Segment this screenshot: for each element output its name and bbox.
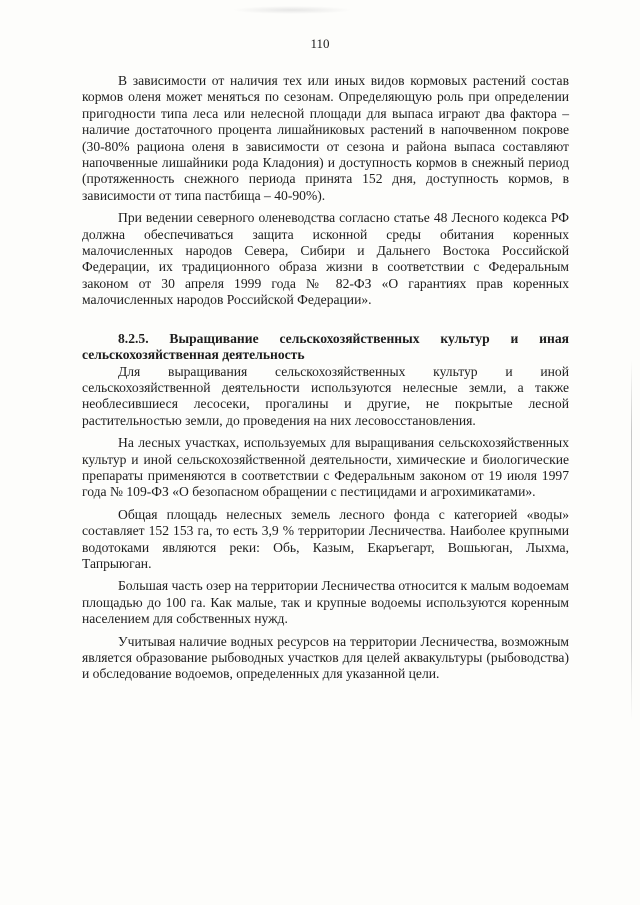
section-heading: 8.2.5. Выращивание сельскохозяйственных культур и иная сельскохозяйственная деятельность [82,330,569,363]
body-text [82,73,569,689]
paragraph: Для выращивания сельскохозяйственных культур и иной сельскохозяйственной деятельности используются нелесные земли, а также необлесившиеся лесосеки, прогалины и другие, не покрытые лесной растительностью земли, до проведения на них лесовосстановления. [82,363,569,428]
scan-edge-line [631,360,632,720]
paragraph: На лесных участках, используемых для выращивания сельскохозяйственных культур и иной сельскохозяйственной деятельности, химические и биологические препараты применяются в соответствии с Федеральным законом от 19 июля 1997 года № 109-ФЗ «О безопасном обращении с пестицидами и агрохимикатами». [82,435,569,500]
page-number: 110 [310,36,330,51]
paragraph: Общая площадь нелесных земель лесного фонда с категорией «воды» составляет 152 153 га, то есть 3,9 % территории Лесничества. Наиболее крупными водотоками являются реки: Обь, Казым, Екаръегарт, Вошьюган, Лыхма, Тапрыюган. [82,506,569,571]
paragraph: Учитывая наличие водных ресурсов на территории Лесничества, возможным является образование рыбоводных участков для целей аквакультуры (рыбоводства) и обследование водоемов, определенных для указанной цели. [82,633,569,682]
paragraph: В зависимости от наличия тех или иных видов кормовых растений состав кормов оленя может меняться по сезонам. Определяющую роль при определении пригодности типа леса или нелесной площади для выпаса играют два фактора – наличие достаточного процента лишайниковых растений в напочвенном покрове (30-80% рациона оленя в зависимости от сезона и района выпаса составляют напочвенные лишайники рода Кладония) и доступность кормов в снежный период (протяженность снежного периода принята 152 дня, доступность кормов, в зависимости от типа пастбища – 40-90%). [82,73,569,203]
scan-artifact [232,6,352,14]
paragraph: При ведении северного оленеводства согласно статье 48 Лесного кодекса РФ должна обеспечиваться защита исконной среды обитания коренных малочисленных народов Севера, Сибири и Дальнего Востока Российской Федерации, их традиционного образа жизни в соответствии с Федеральным законом от 30 апреля 1999 года № 82-ФЗ «О гарантиях прав коренных малочисленных народов Российской Федерации». [82,210,569,308]
paragraph: Большая часть озер на территории Лесничества относится к малым водоемам площадью до 100 га. Как малые, так и крупные водоемы используются коренным населением для собственных нужд. [82,578,569,627]
